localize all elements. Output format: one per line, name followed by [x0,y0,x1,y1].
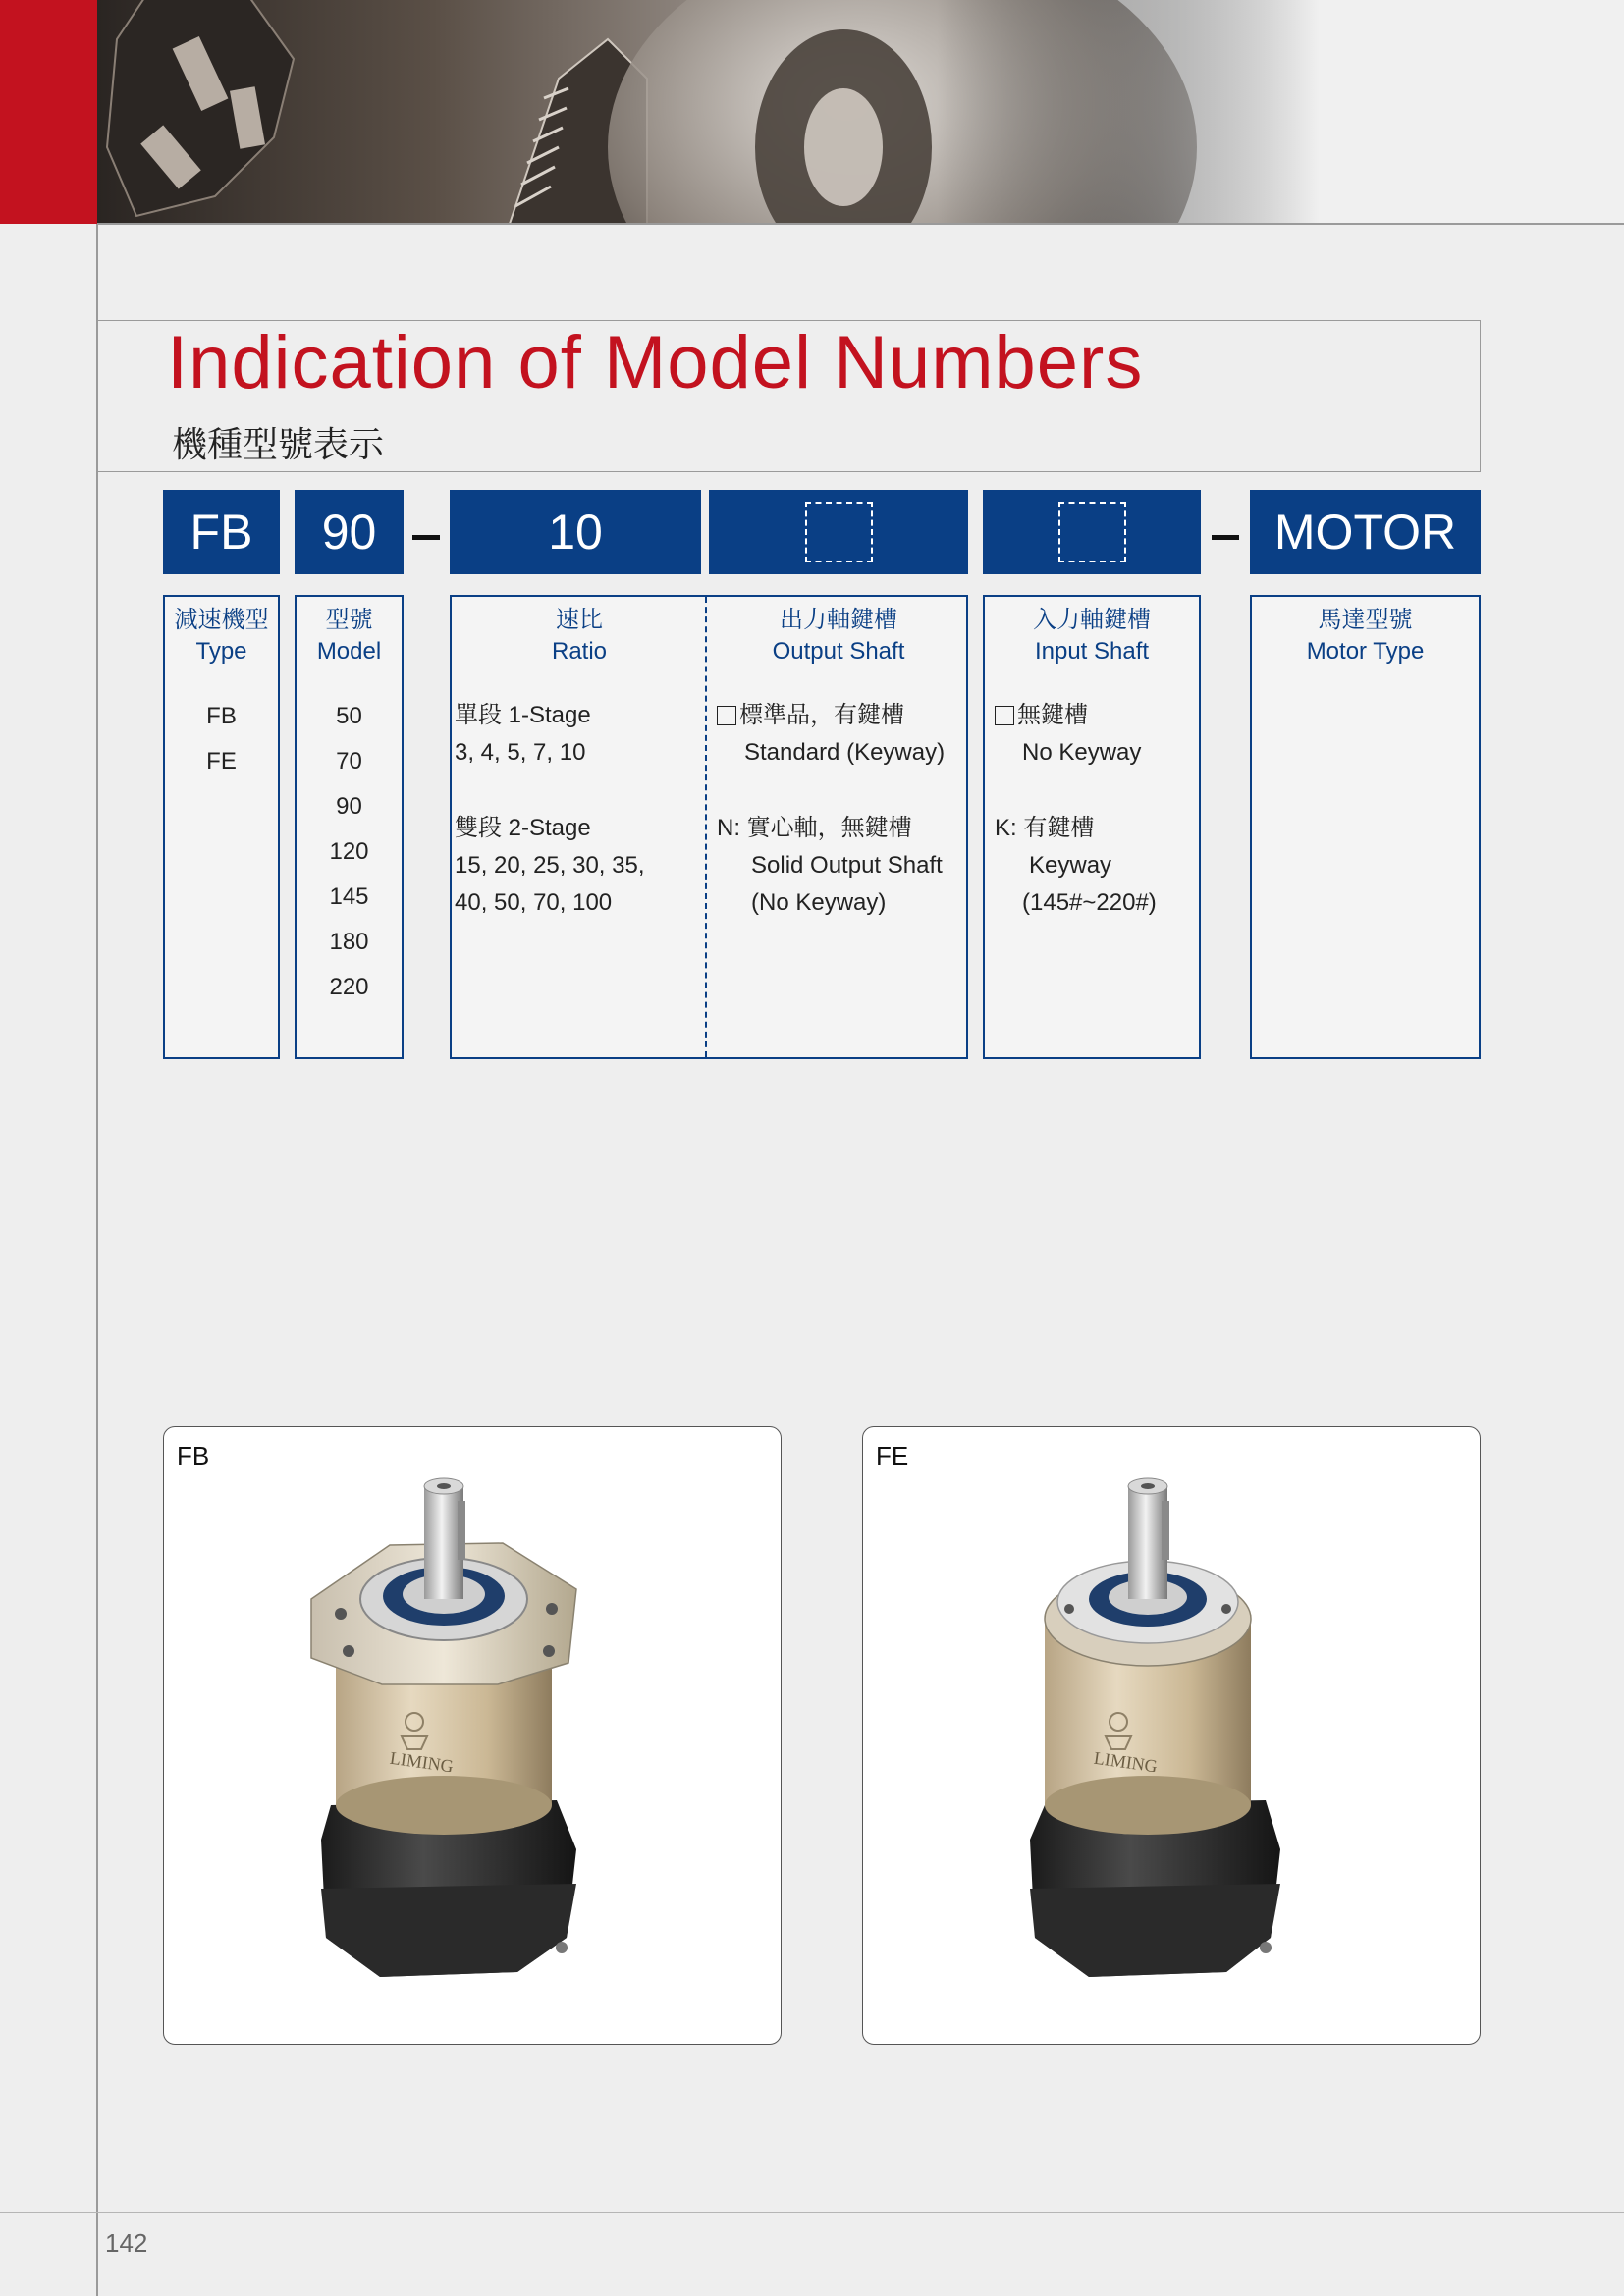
code-motor-block [1250,490,1481,574]
model-value: 180 [329,929,369,955]
model-value: 145 [329,883,369,910]
code-output-shaft-block [709,490,968,574]
type-label-zh: 減速機型 [174,607,269,633]
input-shaft-option-none [995,697,1088,734]
ratio-label-en: Ratio [551,638,608,665]
type-value: FE [206,748,237,774]
brand-mark: LIMING [1092,1747,1160,1777]
output-shaft-label-en: Output Shaft [772,638,905,665]
dash-separator [1212,535,1239,540]
input-shaft-opt2-en-2: (145#~220#) [1022,889,1157,916]
output-shaft-opt2-en-1: Solid Output Shaft [751,852,943,879]
type-values [165,694,278,784]
left-margin-rule [96,224,98,2296]
ratio-output-divider [705,597,707,1057]
banner-image [97,0,1624,224]
brand-mark: LIMING [388,1747,456,1777]
model-label-zh: 型號 [325,607,373,633]
product-card-fe [862,1426,1481,2045]
code-model-block [295,490,404,574]
input-shaft-spec-box [983,595,1201,1059]
ratio-stage1-title: 單段 1-Stage [455,702,591,728]
model-value: 90 [336,793,362,820]
type-label-en: Type [195,638,247,665]
model-spec-box [295,595,404,1059]
output-shaft-opt1-zh: 標準品，有鍵槽 [739,702,904,728]
output-shaft-option-standard [717,697,904,734]
ratio-stage2-title: 雙段 2-Stage [455,815,591,841]
model-values [297,694,402,1010]
output-shaft-opt2-en-2: (No Keyway) [751,889,887,916]
code-model-text: 90 [321,505,377,560]
model-value: 70 [336,748,362,774]
ratio-output-spec-box [450,595,968,1059]
type-value: FB [206,703,237,729]
output-shaft-opt2-zh: N: 實心軸，無鍵槽 [717,815,912,841]
checkbox-icon [717,706,736,725]
red-accent-bar [0,0,97,224]
checkbox-icon [995,706,1014,725]
ratio-label-zh: 速比 [556,607,603,633]
motor-label-en: Motor Type [1306,638,1425,665]
input-shaft-label-zh: 入力軸鍵槽 [1033,607,1151,633]
motor-spec-box [1250,595,1481,1059]
output-shaft-opt1-en: Standard (Keyway) [744,739,946,766]
code-type-block [163,490,280,574]
product-label-fb: FB [177,1441,210,1470]
product-label-fe: FE [876,1441,909,1470]
model-label-en: Model [316,638,382,665]
product-card-fb [163,1426,782,2045]
model-value: 120 [329,838,369,865]
dash-separator [412,535,440,540]
fe-gearbox-image [863,1427,1482,2046]
input-shaft-opt2-en-1: Keyway [1029,852,1112,879]
input-shaft-opt2-zh: K: 有鍵槽 [995,815,1095,841]
ratio-stage2-values-1: 15, 20, 25, 30, 35, [455,852,645,879]
input-shaft-placeholder [1058,502,1126,562]
output-shaft-label-zh: 出力軸鍵槽 [780,607,897,633]
fb-gearbox-image [164,1427,783,2046]
footer-rule [0,2212,1624,2213]
page-number: 142 [105,2228,148,2258]
code-ratio-text: 10 [548,505,603,560]
ratio-stage2-values-2: 40, 50, 70, 100 [455,889,613,916]
banner-divider [97,223,1624,225]
type-spec-box [163,595,280,1059]
output-shaft-placeholder [805,502,873,562]
code-type-text: FB [189,505,253,560]
input-shaft-opt1-zh: 無鍵槽 [1017,702,1088,728]
input-shaft-label-en: Input Shaft [1034,638,1150,665]
model-value: 220 [329,974,369,1000]
page-title: Indication of Model Numbers [167,321,1144,404]
gear-machinery-illustration [97,0,1624,224]
motor-label-zh: 馬達型號 [1318,607,1413,633]
input-shaft-opt1-en: No Keyway [1022,739,1142,766]
model-value: 50 [336,703,362,729]
ratio-stage1-values: 3, 4, 5, 7, 10 [455,739,586,766]
code-input-shaft-block [983,490,1201,574]
code-motor-text: MOTOR [1273,505,1457,560]
page-subtitle: 機種型號表示 [172,425,385,465]
code-ratio-block [450,490,701,574]
